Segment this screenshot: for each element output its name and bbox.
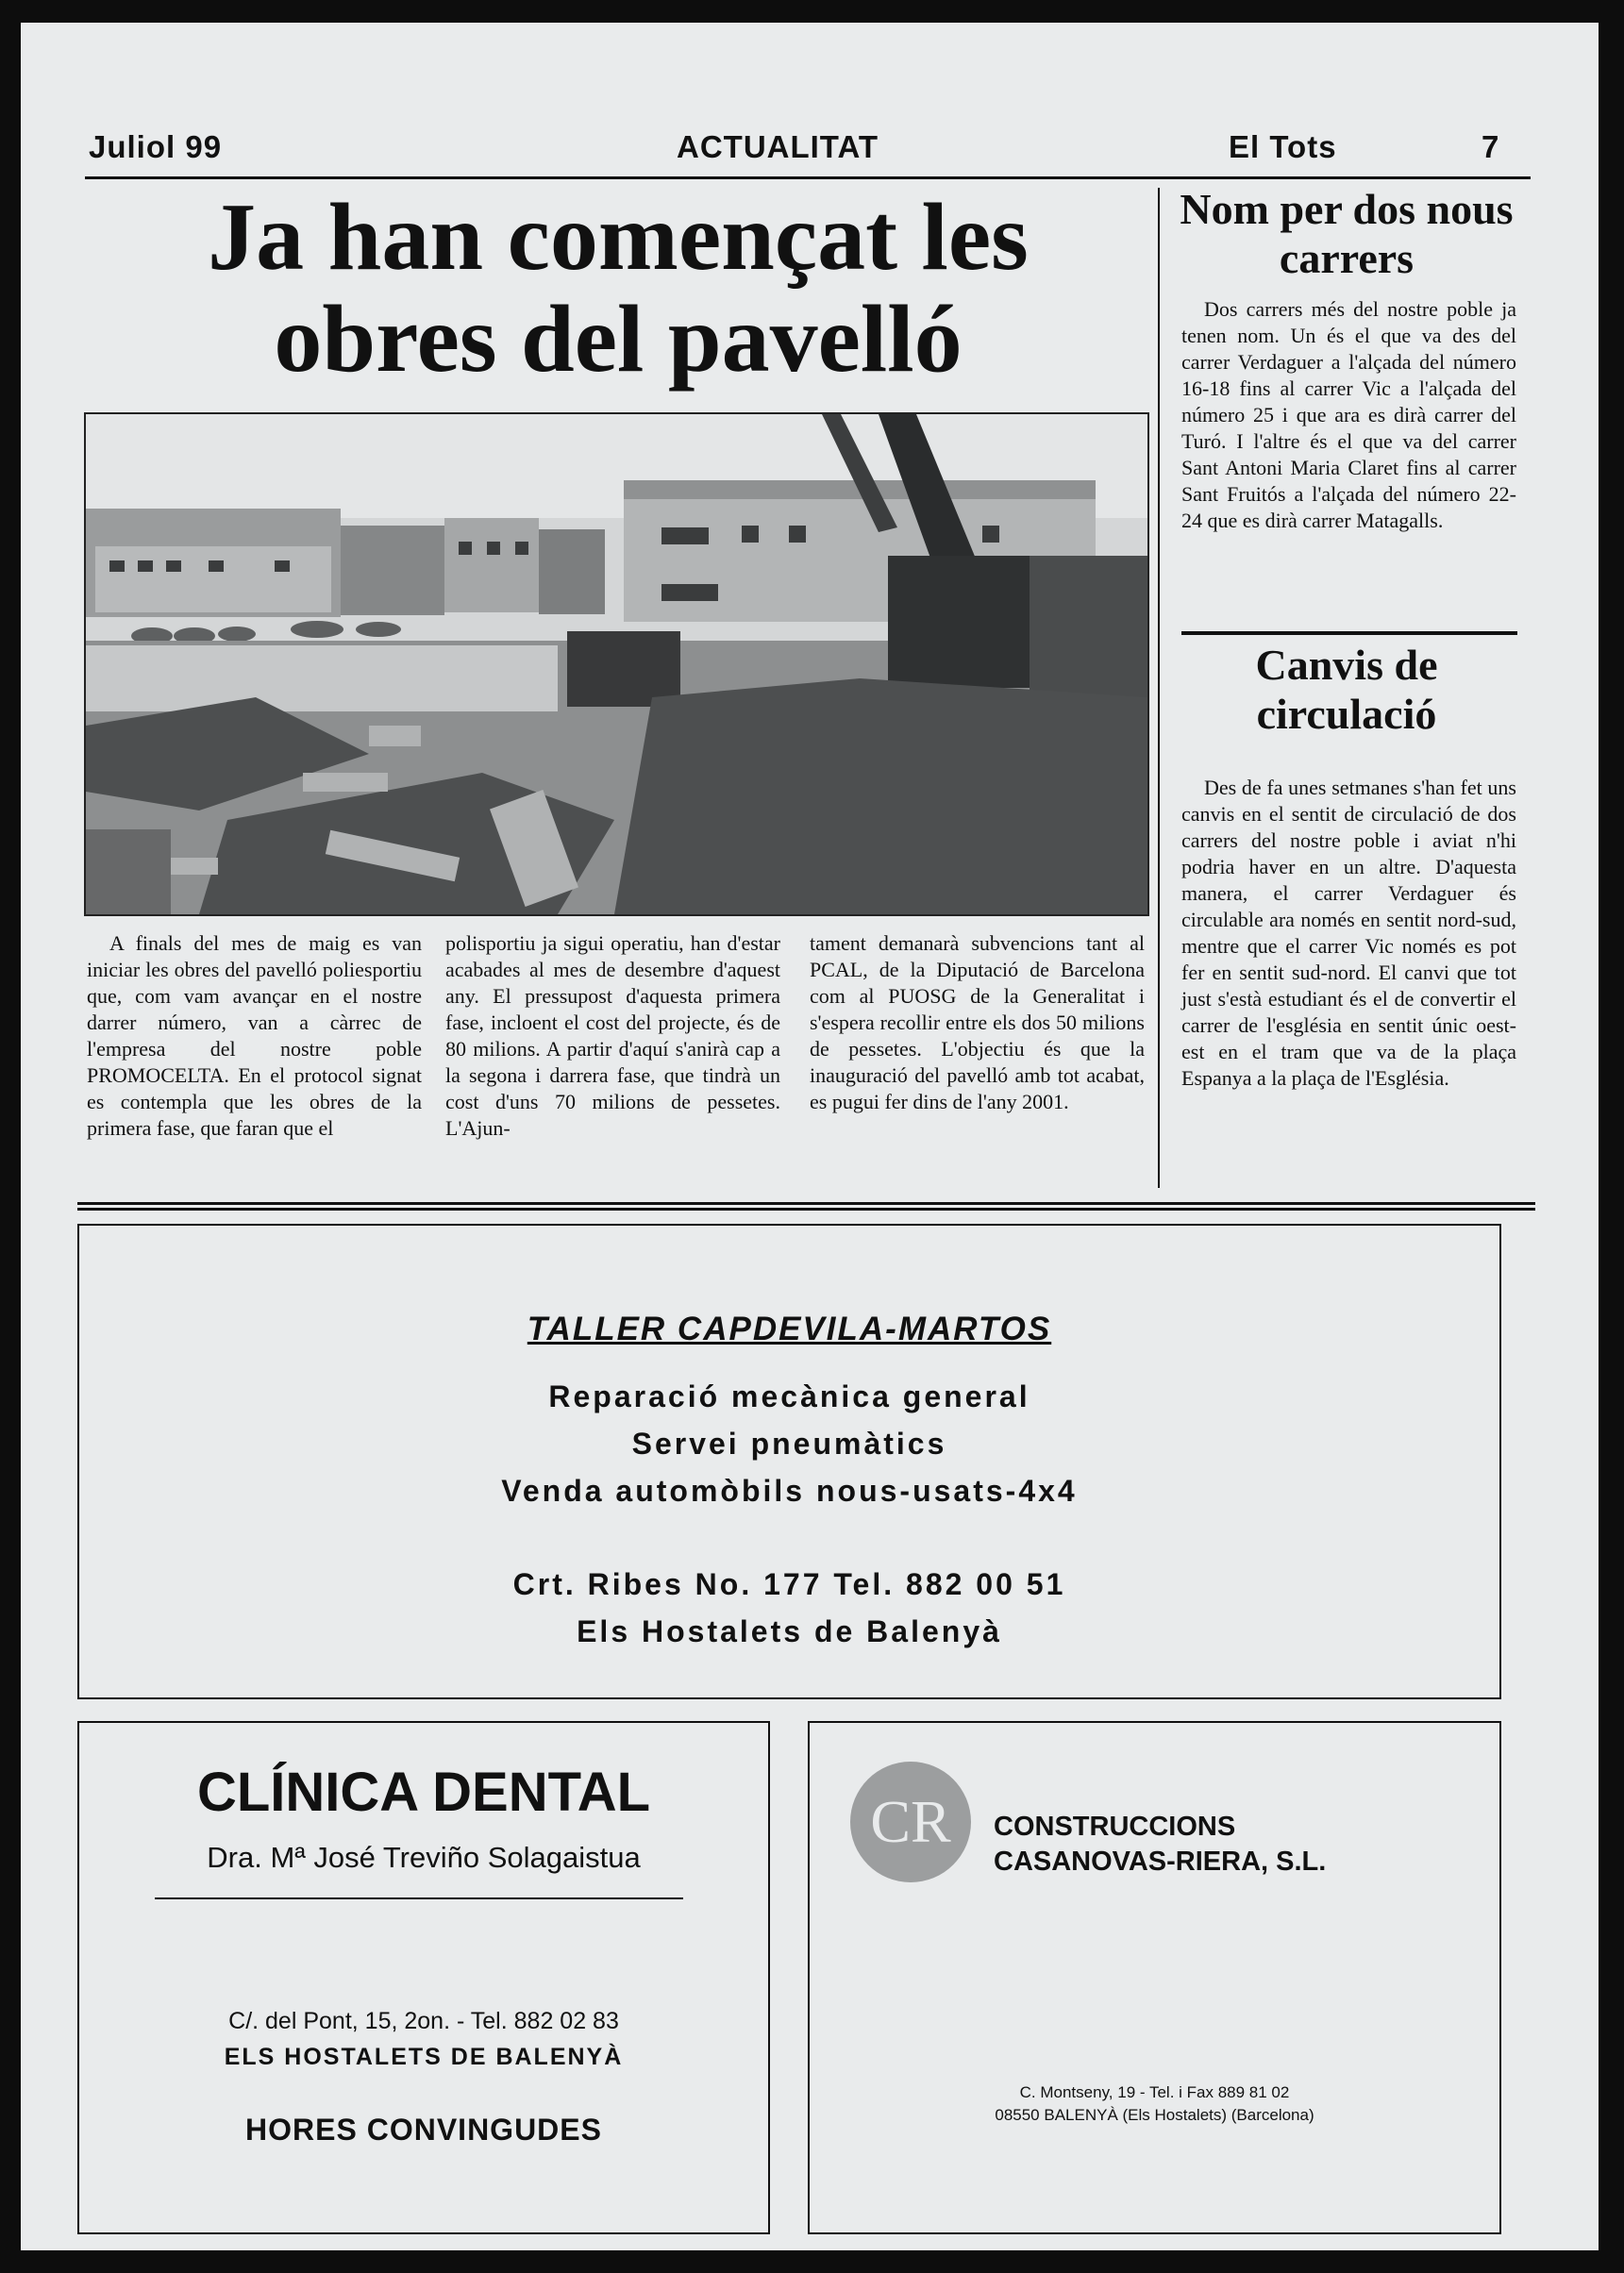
taller-address: Crt. Ribes No. 177 Tel. 882 00 51 (512, 1567, 1066, 1601)
clinica-doctor: Dra. Mª José Treviño Solagaistua (207, 1841, 641, 1874)
publication-name: El Tots (1229, 129, 1337, 164)
construction-site-photo (84, 412, 1149, 916)
construccions-address: C. Montseny, 19 - Tel. i Fax 889 81 02 (1019, 2083, 1290, 2101)
taller-service-1: Reparació mecànica general (548, 1379, 1030, 1413)
clinica-town: ELS HOSTALETS DE BALENYÀ (224, 2044, 624, 2070)
article-column-1: A finals del mes de maig es van iniciar les obres del pavelló poliesportiu que, com vam avançar en el nostre darrer número, van a càrrec de l'empresa del nostre poble PROMOCELTA. En el protocol signat es contempla que les obres de la primera fase, que faran que el (87, 931, 422, 1140)
sidebar-headline-2: Canvis de circulació (1255, 641, 1438, 738)
newspaper-page (21, 23, 1599, 2250)
sidebar-rule (1181, 631, 1517, 635)
taller-town: Els Hostalets de Balenyà (577, 1614, 1002, 1648)
section-name: ACTUALITAT (677, 129, 879, 164)
taller-service-3: Venda automòbils nous-usats-4x4 (501, 1474, 1078, 1508)
article-column-2: polisportiu ja sigui operatiu, han d'estar acabades al mes de desembre d'aquest any. El pressupost d'aquesta primera fase, incloent el cost del projecte, és de 80 milions. A partir d'aquí s'anirà cap a la segona i darrera fase, que tindrà un cost d'uns 70 milions de pessetes. L'Ajun- (445, 931, 780, 1140)
construccions-town: 08550 BALENYÀ (Els Hostalets) (Barcelona) (995, 2106, 1314, 2124)
cr-logo-icon (847, 1759, 975, 1886)
construccions-name-1: CONSTRUCCIONS (994, 1812, 1236, 1842)
taller-name: TALLER CAPDEVILA-MARTOS (527, 1311, 1052, 1347)
sidebar-text-2: Des de fa unes setmanes s'han fet uns canvis en el sentit de circulació de dos carrers del nostre poble i aviat n'hi podria haver en un altre. D'aquesta manera, el carrer Verdaguer és circulable ara només en sentit nord-sud, mentre que el carrer Vic només es pot fer en sentit sud-nord. El canvi que tot just s'està estudiant és el de convertir el carrer de l'església en sentit únic oest-est en el tram que va de la plaça Espanya a la plaça de l'Església. (1181, 776, 1516, 1090)
section-rule-top (77, 1202, 1535, 1205)
main-headline: Ja han començat les obres del pavelló (208, 184, 1029, 393)
construccions-name-2: CASANOVAS-RIERA, S.L. (994, 1847, 1327, 1877)
cr-logo-letters: CR (870, 1788, 951, 1855)
construccions-ad (808, 1721, 1501, 2234)
section-rule-bottom (77, 1208, 1535, 1211)
article-column-3: tament demanarà subvencions tant al PCAL, de la Diputació de Barcelona com al PUOSG de la Generalitat i s'espera recollir entre els dos 50 milions de pessetes. L'objectiu és que la inauguració del pavelló amb tot acabat, es pugui fer dins de l'any 2001. (810, 931, 1145, 1113)
sidebar-headline-1: Nom per dos nous carrers (1180, 185, 1514, 282)
taller-ad (77, 1224, 1501, 1699)
clinica-dental-ad (77, 1721, 770, 2234)
clinica-hours: HORES CONVINGUDES (245, 2113, 602, 2147)
clinica-name: CLÍNICA DENTAL (196, 1762, 651, 1823)
column-divider (1158, 188, 1160, 1188)
photo-illustration (86, 414, 1147, 914)
clinica-rule (155, 1897, 683, 1899)
taller-service-2: Servei pneumàtics (631, 1427, 947, 1461)
header-rule (85, 176, 1531, 179)
page-number: 7 (1482, 129, 1500, 164)
clinica-address: C/. del Pont, 15, 2on. - Tel. 882 02 83 (228, 2008, 619, 2034)
sidebar-text-1: Dos carrers més del nostre poble ja tenen nom. Un és el que va des del carrer Verdaguer a l'alçada del número 16-18 fins al carrer Vic a l'alçada del número 25 i que ara es dirà carrer del Turó. I l'altre és el que va del carrer Sant Antoni Maria Claret fins al carrer Sant Fruitós a l'alçada del número 22-24 que es dirà carrer Matagalls. (1181, 297, 1516, 532)
issue-date: Juliol 99 (89, 129, 223, 164)
